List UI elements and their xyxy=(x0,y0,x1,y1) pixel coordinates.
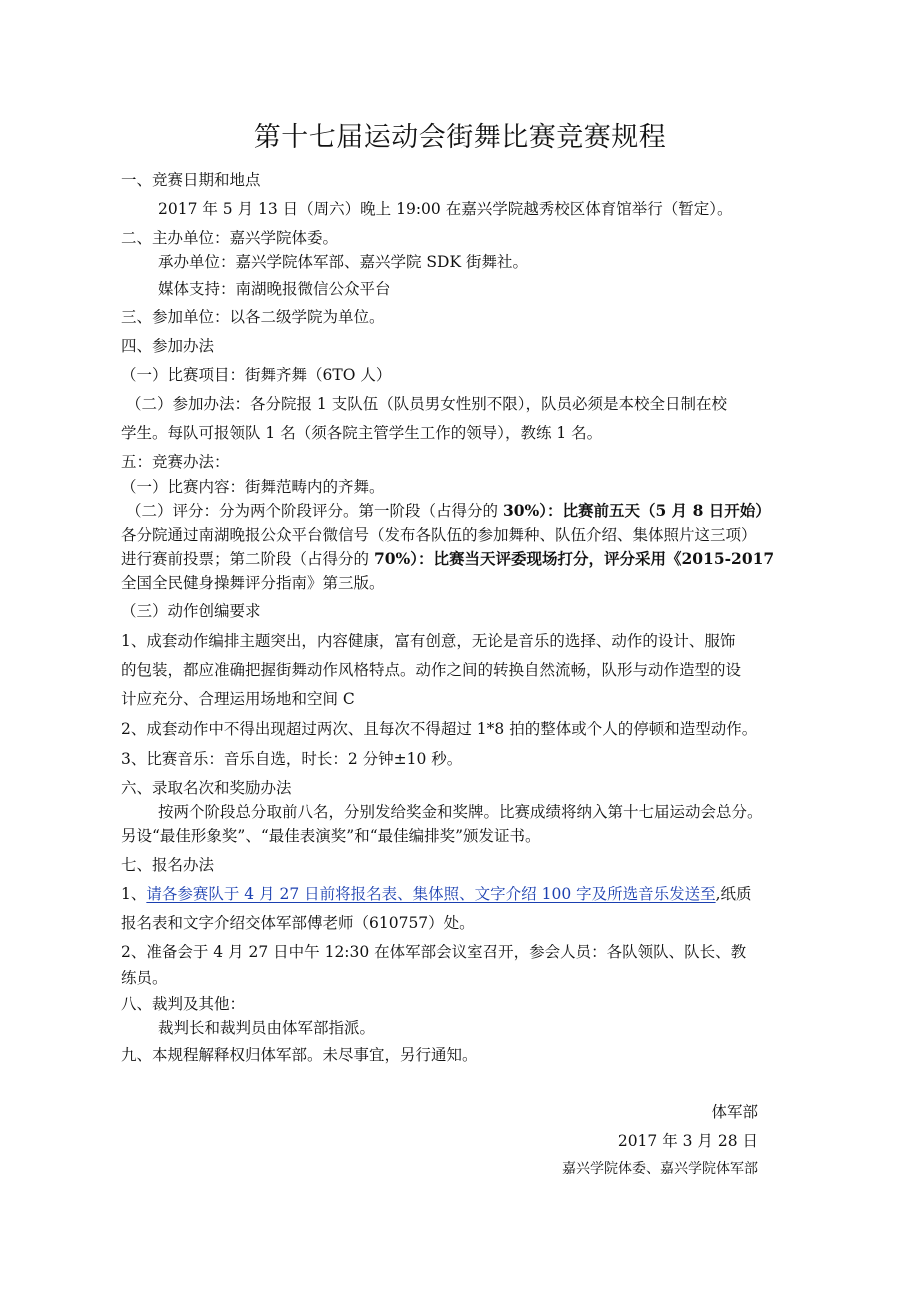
section-9-text: 九、本规程解释权归体军部。未尽事宜，另行通知。 xyxy=(121,1046,478,1064)
requirement-3: 3、比赛音乐：音乐自选，时长：2 分钟±10 秒。 xyxy=(121,750,463,768)
signature-dept: 体军部 xyxy=(711,1103,758,1121)
scoring-text-c: 进行赛前投票；第二阶段（占得分的 xyxy=(121,550,374,568)
section-5-item-2-line-3 xyxy=(121,548,774,570)
scoring-text-b: 30%）：比赛前五天（5 月 8 日开始） xyxy=(502,501,771,520)
section-4-item-2-line-1: （二）参加办法：各分院报 1 支队伍（队员男女性别不限），队员必须是本校全日制在校 xyxy=(126,395,727,413)
section-7-item-2-line-2: 练员。 xyxy=(121,969,168,987)
section-7-item-1-line-1 xyxy=(121,883,752,905)
section-7-item-2-line-1: 2、准备会于 4 月 27 日中午 12:30 在体军部会议室召开，参会人员：各队领队、队长、教 xyxy=(121,943,747,961)
section-4-item-1: （一）比赛项目：街舞齐舞（6TO 人） xyxy=(121,366,392,384)
section-7-heading: 七、报名办法 xyxy=(121,856,215,874)
requirement-1-line-3: 计应充分、合理运用场地和空间 C xyxy=(121,690,355,708)
scoring-text-d: 70%）：比赛当天评委现场打分，评分采用《2015-2017 xyxy=(373,549,775,568)
requirement-1-line-2: 的包装，都应准确把握街舞动作风格特点。动作之间的转换自然流畅，队形与动作造型的设 xyxy=(121,661,742,679)
item-1-rest: ,纸质 xyxy=(715,885,752,903)
media-line: 媒体支持：南湖晚报微信公众平台 xyxy=(158,280,391,298)
section-8-heading: 八、裁判及其他： xyxy=(121,995,246,1013)
section-5-item-3: （三）动作创编要求 xyxy=(121,602,261,620)
page-title: 第十七届运动会街舞比赛竞赛规程 xyxy=(253,122,667,153)
item-1-prefix: 1、 xyxy=(121,885,147,903)
section-3-text: 三、参加单位：以各二级学院为单位。 xyxy=(121,308,385,326)
section-5-item-2-line-4: 全国全民健身操舞评分指南》第三版。 xyxy=(121,574,385,592)
registration-link[interactable]: 请各参赛队于 4 月 27 日前将报名表、集体照、文字介绍 100 字及所选音乐发送至 xyxy=(146,885,716,903)
requirement-1-line-1: 1、成套动作编排主题突出，内容健康，富有创意，无论是音乐的选择、动作的设计、服饰 xyxy=(121,632,736,650)
section-5-item-2-line-1 xyxy=(126,500,771,522)
scoring-text-a: （二）评分：分为两个阶段评分。第一阶段（占得分的 xyxy=(126,502,503,520)
section-5-item-2-line-2: 各分院通过南湖晚报公众平台微信号（发布各队伍的参加舞种、队伍介绍、集体照片这三项） xyxy=(121,526,757,544)
section-6-line-1: 按两个阶段总分取前八名，分别发给奖金和奖牌。比赛成绩将纳入第十七届运动会总分。 xyxy=(158,803,763,821)
section-6-line-2: 另设“最佳形象奖”、“最佳表演奖”和“最佳编排奖”颁发证书。 xyxy=(121,827,541,845)
section-6-heading: 六、录取名次和奖励办法 xyxy=(121,779,292,797)
section-5-heading: 五：竞赛办法： xyxy=(121,453,230,471)
section-8-line-1: 裁判长和裁判员由体军部指派。 xyxy=(158,1019,376,1037)
section-4-heading: 四、参加办法 xyxy=(121,337,215,355)
section-5-item-1: （一）比赛内容：街舞范畴内的齐舞。 xyxy=(121,478,385,496)
host-line: 承办单位：嘉兴学院体军部、嘉兴学院 SDK 街舞社。 xyxy=(158,253,528,271)
section-7-item-1-line-2: 报名表和文字介绍交体军部傅老师（610757）处。 xyxy=(121,914,475,932)
signature-orgs: 嘉兴学院体委、嘉兴学院体军部 xyxy=(562,1161,758,1177)
signature-date: 2017 年 3 月 28 日 xyxy=(617,1132,758,1150)
section-1-text: 2017 年 5 月 13 日（周六）晚上 19:00 在嘉兴学院越秀校区体育馆举行（暂定）。 xyxy=(158,200,733,218)
requirement-2: 2、成套动作中不得出现超过两次、且每次不得超过 1*8 拍的整体或个人的停顿和造型动作。 xyxy=(121,720,758,738)
section-4-item-2-line-2: 学生。每队可报领队 1 名（须各院主管学生工作的领导），教练 1 名。 xyxy=(121,424,603,442)
organizer-line: 二、主办单位：嘉兴学院体委。 xyxy=(121,229,339,247)
section-1-heading: 一、竞赛日期和地点 xyxy=(121,171,261,189)
